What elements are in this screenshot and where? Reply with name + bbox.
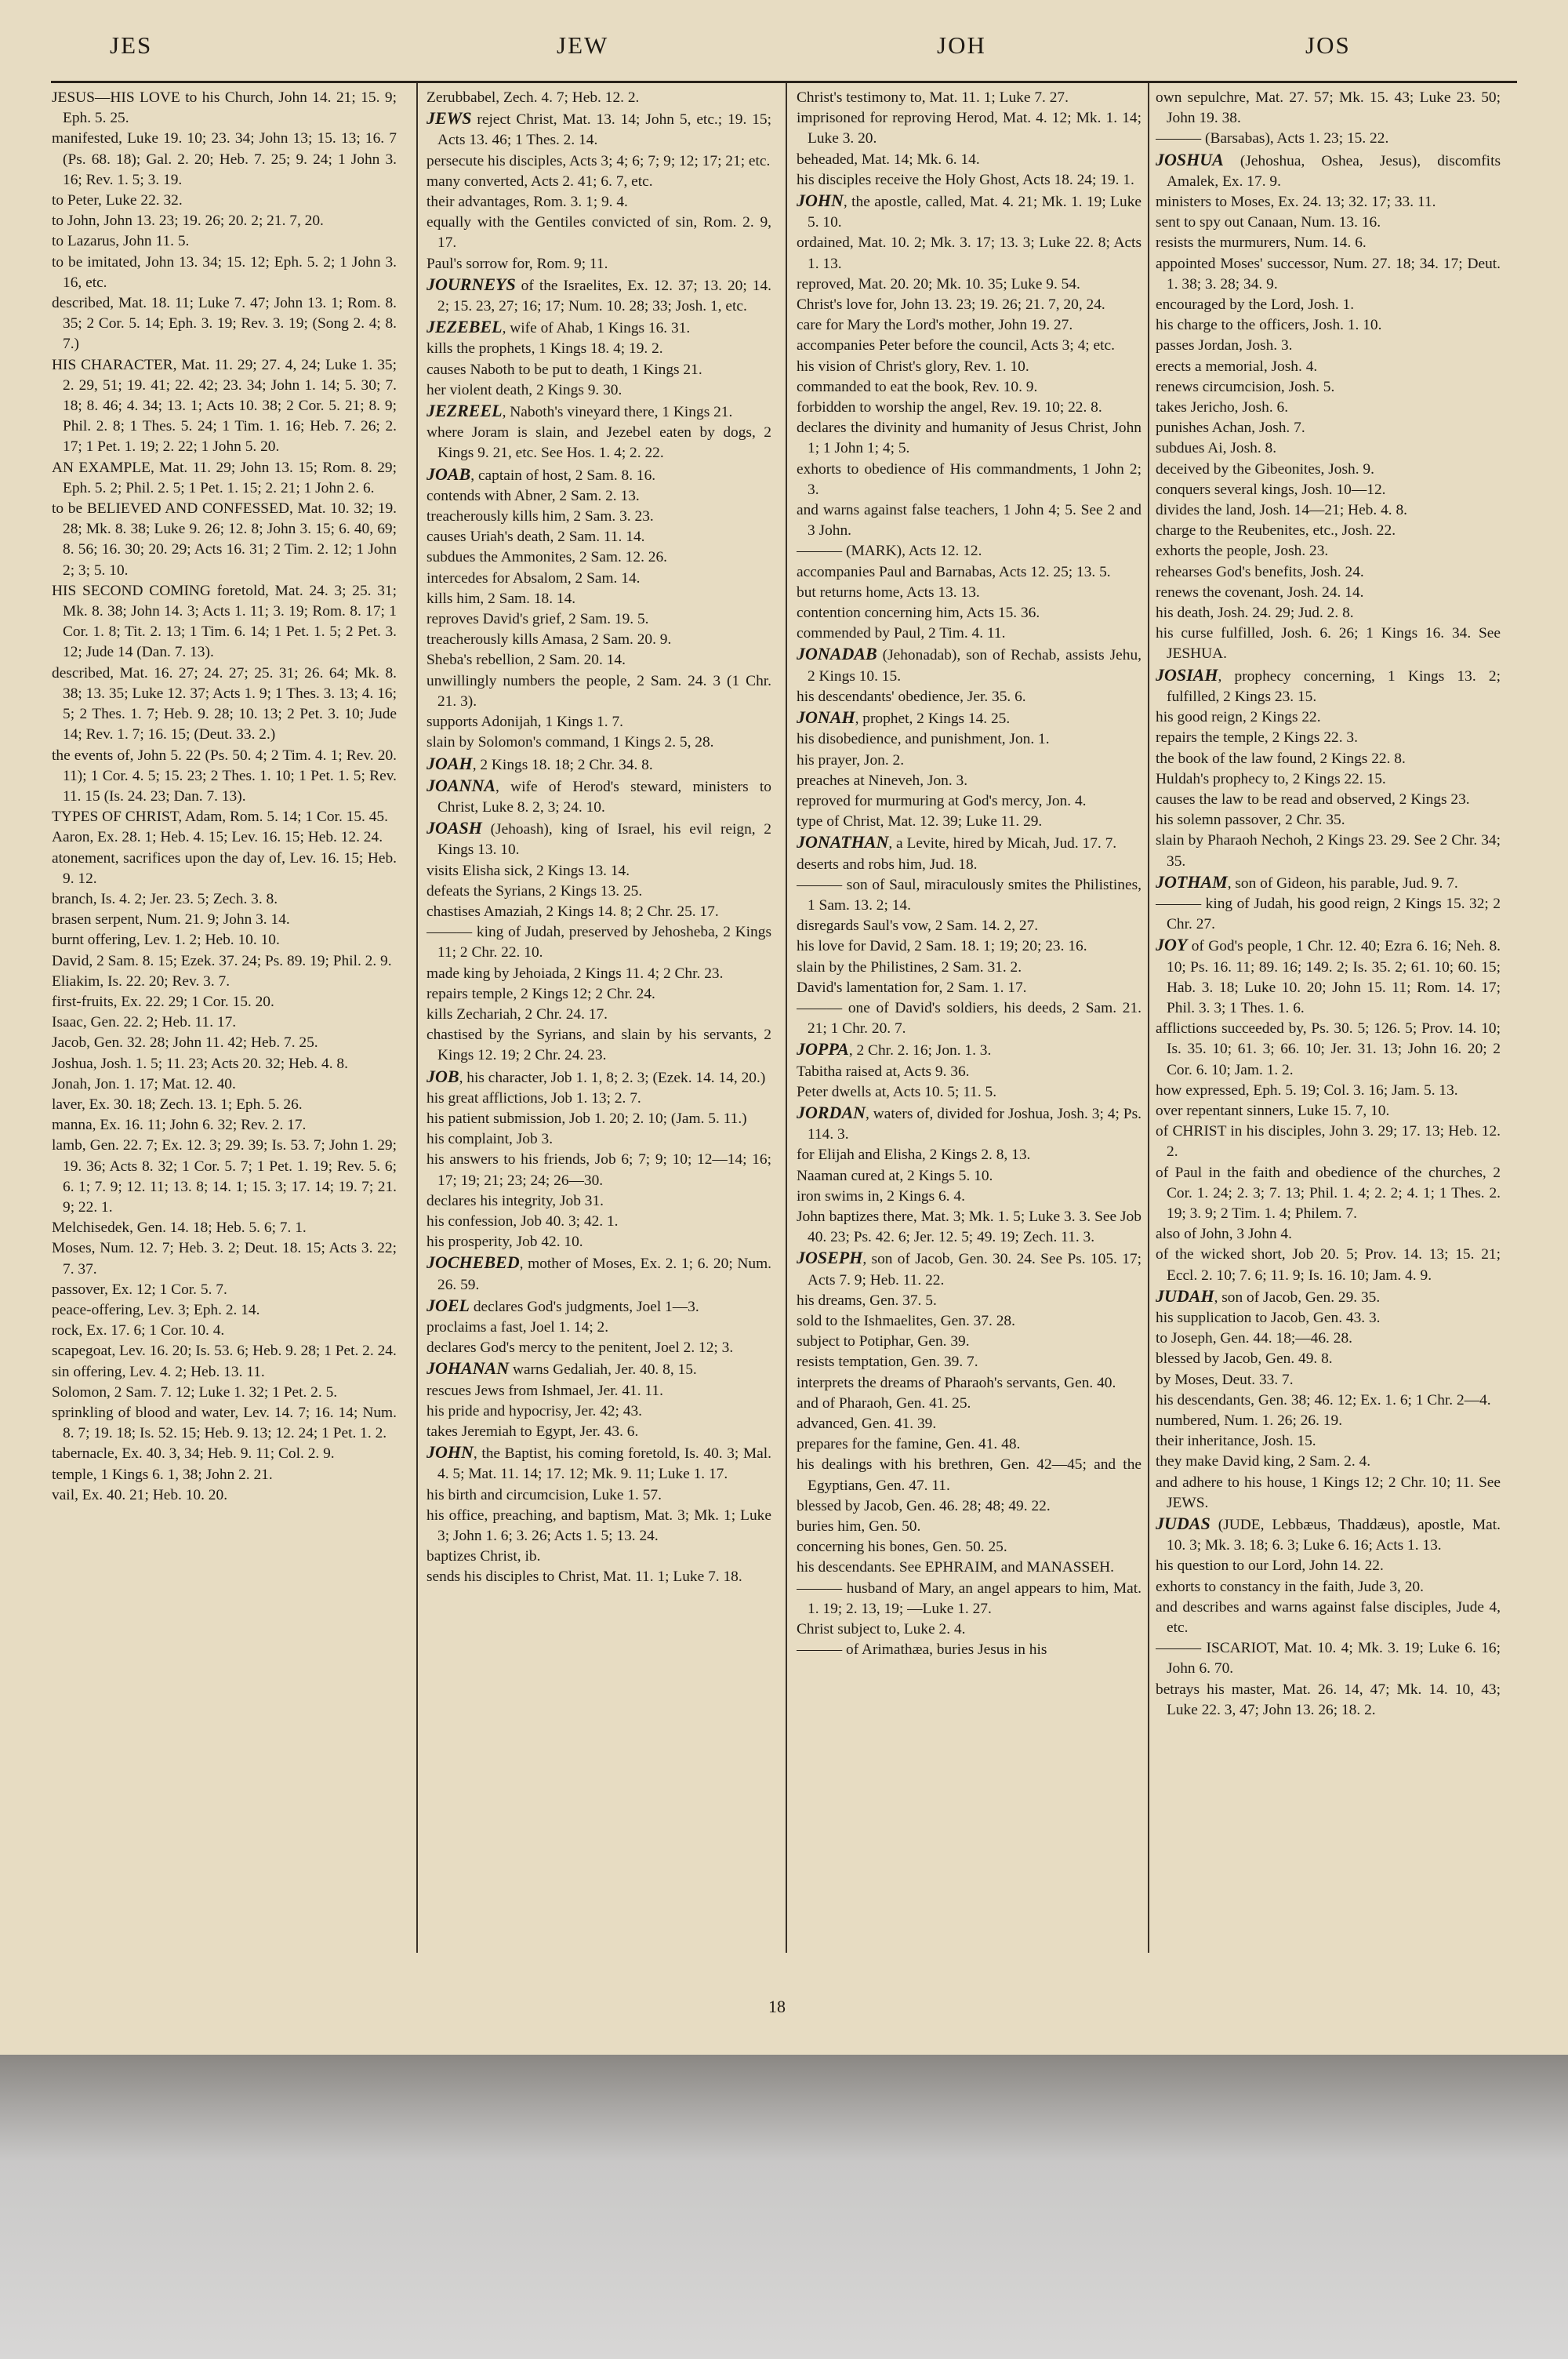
index-column-3	[797, 88, 1142, 1946]
index-entry: JONADAB (Jehonadab), son of Rechab, assists Jehu, 2 Kings 10. 15.	[797, 644, 1142, 685]
index-entry: reproved for murmuring at God's mercy, Jon. 4.	[797, 792, 1087, 809]
index-entry: chastised by the Syrians, and slain by his servants, 2 Kings 12. 19; 2 Chr. 24. 23.	[426, 1027, 771, 1064]
running-heads	[47, 31, 1521, 63]
index-entry: his vision of Christ's glory, Rev. 1. 10.	[797, 358, 1029, 375]
index-entry: rock, Ex. 17. 6; 1 Cor. 10. 4.	[52, 1322, 225, 1339]
index-entry: beheaded, Mat. 14; Mk. 6. 14.	[797, 151, 980, 168]
index-entry: subdues the Ammonites, 2 Sam. 12. 26.	[426, 549, 668, 566]
index-entry: to Joseph, Gen. 44. 18;—46. 28.	[1156, 1330, 1352, 1347]
index-entry: encouraged by the Lord, Josh. 1.	[1156, 296, 1355, 314]
headword: JOB	[426, 1066, 459, 1086]
running-head-4: JOS	[1305, 31, 1351, 59]
index-entry: JESUS—HIS LOVE to his Church, John 14. 21; 15. 9; Eph. 5. 25.	[52, 89, 397, 127]
index-entry: passover, Ex. 12; 1 Cor. 5. 7.	[52, 1281, 227, 1298]
index-entry: his great afflictions, Job 1. 13; 2. 7.	[426, 1089, 641, 1107]
headword: JOEL	[426, 1295, 470, 1315]
index-entry: slain by Pharaoh Nechoh, 2 Kings 23. 29. See 2 Chr. 34; 35.	[1156, 832, 1501, 870]
index-entry: type of Christ, Mat. 12. 39; Luke 11. 29.	[797, 813, 1043, 831]
index-entry: David, 2 Sam. 8. 15; Ezek. 37. 24; Ps. 89. 19; Phil. 2. 9.	[52, 952, 392, 969]
index-entry: kills him, 2 Sam. 18. 14.	[426, 590, 576, 607]
index-entry: JEZEBEL, wife of Ahab, 1 Kings 16. 31.	[426, 317, 691, 337]
headword: JOTHAM	[1156, 871, 1228, 892]
headword: JOSEPH	[797, 1248, 863, 1268]
index-entry: ——— son of Saul, miraculously smites the Philistines, 1 Sam. 13. 2; 14.	[797, 876, 1142, 914]
index-entry: JOHN, the apostle, called, Mat. 4. 21; Mk. 1. 19; Luke 5. 10.	[797, 191, 1142, 231]
index-entry: Aaron, Ex. 28. 1; Heb. 4. 15; Lev. 16. 15; Heb. 12. 24.	[52, 829, 383, 846]
index-entry: of CHRIST in his disciples, John 3. 29; 17. 13; Heb. 12. 2.	[1156, 1123, 1501, 1161]
index-entry: described, Mat. 16. 27; 24. 27; 25. 31; 26. 64; Mk. 8. 38; 13. 35; Luke 12. 37; Acts 1. 9; 1 Thes. 3. 13; 4. 16; 5; 2 Thes. 1. 7; Heb. 9. 28; 10. 13; 2 Pet. 3. 10; Jude 14; Rev. 1. 7; 16. 15; (Deut. 33. 2.)	[52, 664, 397, 743]
index-entry: ——— ISCARIOT, Mat. 10. 4; Mk. 3. 19; Luke 6. 16; John 6. 70.	[1156, 1640, 1501, 1677]
index-entry: erects a memorial, Josh. 4.	[1156, 358, 1318, 375]
index-entry: charge to the Reubenites, etc., Josh. 22.	[1156, 522, 1396, 540]
index-entry: numbered, Num. 1. 26; 26. 19.	[1156, 1412, 1343, 1429]
headword: JOSIAH	[1156, 664, 1218, 685]
index-entry: Joshua, Josh. 1. 5; 11. 23; Acts 20. 32; Heb. 4. 8.	[52, 1055, 348, 1072]
index-entry: they make David king, 2 Sam. 2. 4.	[1156, 1453, 1371, 1470]
index-entry: peace-offering, Lev. 3; Eph. 2. 14.	[52, 1301, 260, 1318]
index-entry: his birth and circumcision, Luke 1. 57.	[426, 1486, 662, 1503]
index-entry: unwillingly numbers the people, 2 Sam. 24. 3 (1 Chr. 21. 3).	[426, 672, 771, 710]
index-entry: the events of, John 5. 22 (Ps. 50. 4; 2 Tim. 4. 1; Rev. 20. 11); 1 Cor. 4. 5; 15. 23; 2 Thes. 1. 10; 1 Pet. 1. 5; Rev. 11. 15 (Is. 24. 23; Dan. 7. 13).	[52, 747, 397, 805]
index-entry: slain by Solomon's command, 1 Kings 2. 5, 28.	[426, 734, 714, 751]
index-entry: JOAB, captain of host, 2 Sam. 8. 16.	[426, 463, 656, 484]
index-entry: advanced, Gen. 41. 39.	[797, 1416, 937, 1432]
index-entry: over repentant sinners, Luke 15. 7, 10.	[1156, 1102, 1390, 1119]
headword: JOCHEBED	[426, 1252, 520, 1273]
index-entry: JOB, his character, Job 1. 1, 8; 2. 3; (Ezek. 14. 14, 20.)	[426, 1066, 766, 1086]
index-entry: accompanies Peter before the council, Acts 3; 4; etc.	[797, 337, 1115, 354]
index-entry: iron swims in, 2 Kings 6. 4.	[797, 1187, 965, 1205]
index-entry: his solemn passover, 2 Chr. 35.	[1156, 812, 1345, 829]
index-entry: but returns home, Acts 13. 13.	[797, 583, 980, 601]
index-entry: his dreams, Gen. 37. 5.	[797, 1292, 937, 1309]
index-entry: his curse fulfilled, Josh. 6. 26; 1 Kings 16. 34. See JESHUA.	[1156, 625, 1501, 663]
index-entry: John baptizes there, Mat. 3; Mk. 1. 5; Luke 3. 3. See Job 40. 23; Ps. 42. 6; Jer. 12. 5; 49. 19; Zech. 11. 3.	[797, 1208, 1142, 1246]
index-entry: betrays his master, Mat. 26. 14, 47; Mk. 14. 10, 43; Luke 22. 3, 47; John 13. 26; 18. 2.	[1156, 1681, 1501, 1718]
index-entry: intercedes for Absalom, 2 Sam. 14.	[426, 569, 641, 587]
index-entry: concerning his bones, Gen. 50. 25.	[797, 1539, 1007, 1556]
index-entry: temple, 1 Kings 6. 1, 38; John 2. 21.	[52, 1466, 273, 1483]
index-entry: renews circumcision, Josh. 5.	[1156, 378, 1335, 395]
index-entry: Christ subject to, Luke 2. 4.	[797, 1621, 966, 1638]
index-entry: care for Mary the Lord's mother, John 19. 27.	[797, 317, 1073, 334]
column-rule	[416, 83, 418, 1953]
headword: JORDAN	[797, 1102, 866, 1122]
index-entry: rehearses God's benefits, Josh. 24.	[1156, 563, 1364, 580]
index-entry: their advantages, Rom. 3. 1; 9. 4.	[426, 194, 628, 211]
index-entry: to be BELIEVED AND CONFESSED, Mat. 10. 32; 19. 28; Mk. 8. 38; Luke 9. 26; 12. 8; John 3. 15; 6. 40, 69; 8. 56; 16. 30; 20. 29; Acts 16. 31; 2 Tim. 2. 12; 1 John 2; 3; 5. 10.	[52, 500, 397, 579]
index-entry: reproved, Mat. 20. 20; Mk. 10. 35; Luke 9. 54.	[797, 275, 1080, 293]
index-entry: exhorts the people, Josh. 23.	[1156, 543, 1329, 560]
index-entry: many converted, Acts 2. 41; 6. 7, etc.	[426, 173, 653, 190]
index-entry: declares the divinity and humanity of Jesus Christ, John 1; 1 John 1; 4; 5.	[797, 420, 1142, 457]
index-entry: his question to our Lord, John 14. 22.	[1156, 1558, 1384, 1575]
index-entry: ——— of Arimathæa, buries Jesus in his	[797, 1641, 1047, 1659]
index-entry: the book of the law found, 2 Kings 22. 8.	[1156, 750, 1406, 767]
index-entry: his prayer, Jon. 2.	[797, 751, 905, 769]
index-entry: his good reign, 2 Kings 22.	[1156, 709, 1321, 726]
index-entry: ——— one of David's soldiers, his deeds, 2 Sam. 21. 21; 1 Chr. 20. 7.	[797, 999, 1142, 1038]
index-entry: treacherously kills him, 2 Sam. 3. 23.	[426, 508, 654, 525]
index-entry: Huldah's prophecy to, 2 Kings 22. 15.	[1156, 770, 1386, 787]
index-entry: his disciples receive the Holy Ghost, Acts 18. 24; 19. 1.	[797, 171, 1134, 188]
index-entry: sends his disciples to Christ, Mat. 11. 1; Luke 7. 18.	[426, 1568, 742, 1586]
index-entry: contends with Abner, 2 Sam. 2. 13.	[426, 487, 640, 504]
index-entry: JONAH, prophet, 2 Kings 14. 25.	[797, 707, 1011, 728]
headword: JEZREEL	[426, 401, 503, 421]
headword: JOPPA	[797, 1039, 849, 1060]
index-entry: prepares for the famine, Gen. 41. 48.	[797, 1436, 1021, 1453]
headword: JOHN	[426, 1442, 474, 1463]
index-entry: deceived by the Gibeonites, Josh. 9.	[1156, 460, 1374, 478]
index-entry: resists the murmurers, Num. 14. 6.	[1156, 234, 1367, 252]
index-entry: JOEL declares God's judgments, Joel 1—3.	[426, 1295, 699, 1315]
index-entry: of the wicked short, Job 20. 5; Prov. 14. 13; 15. 21; Eccl. 2. 10; 7. 6; 11. 9; Is. 16. 10; Jam. 4. 9.	[1156, 1246, 1501, 1284]
index-entry: sin offering, Lev. 4. 2; Heb. 13. 11.	[52, 1363, 265, 1380]
index-entry: his prosperity, Job 42. 10.	[426, 1234, 583, 1251]
index-entry: Naaman cured at, 2 Kings 5. 10.	[797, 1167, 993, 1184]
index-entry: his charge to the officers, Josh. 1. 10.	[1156, 317, 1382, 334]
index-entry: blessed by Jacob, Gen. 46. 28; 48; 49. 22.	[797, 1497, 1051, 1514]
index-entry: subject to Potiphar, Gen. 39.	[797, 1333, 970, 1350]
headword: JONATHAN	[797, 832, 889, 852]
index-entry: AN EXAMPLE, Mat. 11. 29; John 13. 15; Rom. 8. 29; Eph. 5. 2; Phil. 2. 5; 1 Pet. 1. 15; 2. 21; 1 John 2. 6.	[52, 459, 397, 496]
index-entry: chastises Amaziah, 2 Kings 14. 8; 2 Chr. 25. 17.	[426, 903, 719, 920]
index-entry: forbidden to worship the angel, Rev. 19. 10; 22. 8.	[797, 399, 1102, 416]
running-head-1: JES	[110, 31, 153, 59]
running-head-2: JEW	[557, 31, 609, 59]
index-entry: branch, Is. 4. 2; Jer. 23. 5; Zech. 3. 8.	[52, 890, 278, 907]
index-entry: interprets the dreams of Pharaoh's servants, Gen. 40.	[797, 1374, 1116, 1391]
index-entry: contention concerning him, Acts 15. 36.	[797, 605, 1040, 622]
index-entry: defeats the Syrians, 2 Kings 13. 25.	[426, 882, 643, 900]
index-entry: his death, Josh. 24. 29; Jud. 2. 8.	[1156, 605, 1354, 622]
headword: JONAH	[797, 707, 855, 728]
index-entry: sent to spy out Canaan, Num. 13. 16.	[1156, 214, 1381, 231]
index-column-4	[1156, 88, 1501, 1946]
index-column-1	[52, 88, 397, 1946]
headword: JOURNEYS	[426, 274, 516, 294]
headword: JOHN	[797, 191, 844, 211]
index-entry: Christ's love for, John 13. 23; 19. 26; 21. 7, 20, 24.	[797, 296, 1105, 314]
headword: JONADAB	[797, 644, 877, 664]
index-entry: ——— king of Judah, preserved by Jehosheba, 2 Kings 11; 2 Chr. 22. 10.	[426, 924, 771, 961]
headword: JOANNA	[426, 775, 496, 795]
index-entry: afflictions succeeded by, Ps. 30. 5; 126. 5; Prov. 14. 10; Is. 35. 10; 61. 3; 66. 10; Jer. 31. 13; John 16. 20; 2 Cor. 6. 10; Jam. 1. 2.	[1156, 1020, 1501, 1078]
index-entry: JORDAN, waters of, divided for Joshua, Josh. 3; 4; Ps. 114. 3.	[797, 1102, 1142, 1143]
index-entry: described, Mat. 18. 11; Luke 7. 47; John 13. 1; Rom. 8. 35; 2 Cor. 5. 14; Eph. 3. 19; Rev. 3. 19; (Song 2. 4; 8. 7.)	[52, 295, 397, 353]
index-entry: also of John, 3 John 4.	[1156, 1226, 1292, 1243]
index-entry: JOHN, the Baptist, his coming foretold, Is. 40. 3; Mal. 4. 5; Mat. 11. 14; 17. 12; Mk. 9. 11; Luke 1. 17.	[426, 1442, 771, 1483]
index-entry: his office, preaching, and baptism, Mat. 3; Mk. 1; Luke 3; John 1. 6; 3. 26; Acts 1. 5; 13. 24.	[426, 1507, 771, 1545]
index-entry: HIS SECOND COMING foretold, Mat. 24. 3; 25. 31; Mk. 8. 38; John 14. 3; Acts 1. 11; 3. 19; Rom. 8. 17; 1 Cor. 1. 8; Tit. 2. 13; 1 Tim. 6. 14; 1 Pet. 1. 5; 2 Pet. 3. 12; Jude 14 (Dan. 7. 13).	[52, 582, 397, 661]
index-entry: own sepulchre, Mat. 27. 57; Mk. 15. 43; Luke 23. 50; John 19. 38.	[1156, 89, 1501, 127]
index-entry: laver, Ex. 30. 18; Zech. 13. 1; Eph. 5. 26.	[52, 1096, 303, 1113]
headword: JOAH	[426, 753, 473, 773]
index-entry: deserts and robs him, Jud. 18.	[797, 856, 978, 873]
index-entry: and of Pharaoh, Gen. 41. 25.	[797, 1394, 971, 1412]
index-entry: exhorts to constancy in the faith, Jude 3, 20.	[1156, 1578, 1424, 1595]
index-entry: his confession, Job 40. 3; 42. 1.	[426, 1212, 619, 1230]
index-entry: his patient submission, Job 1. 20; 2. 10; (Jam. 5. 11.)	[426, 1110, 747, 1127]
running-head-3: JOH	[937, 31, 986, 59]
index-entry: JOURNEYS of the Israelites, Ex. 12. 37; 13. 20; 14. 2; 15. 23, 27; 16; 17; Num. 10. 28; 33; Josh. 1, etc.	[426, 274, 771, 315]
index-entry: and warns against false teachers, 1 John 4; 5. See 2 and 3 John.	[797, 502, 1142, 540]
headword: JEZEBEL	[426, 317, 503, 337]
index-entry: causes Naboth to be put to death, 1 Kings 21.	[426, 361, 702, 378]
index-entry: treacherously kills Amasa, 2 Sam. 20. 9.	[426, 631, 672, 649]
index-entry: divides the land, Josh. 14—21; Heb. 4. 8.	[1156, 502, 1407, 519]
index-entry: to John, John 13. 23; 19. 26; 20. 2; 21. 7, 20.	[52, 213, 324, 230]
index-entry: Peter dwells at, Acts 10. 5; 11. 5.	[797, 1083, 997, 1100]
index-entry: where Joram is slain, and Jezebel eaten by dogs, 2 Kings 9. 21, etc. See Hos. 1. 4; 2. 22.	[426, 424, 771, 462]
index-entry: lamb, Gen. 22. 7; Ex. 12. 3; 29. 39; Is. 53. 7; John 1. 29; 19. 36; Acts 8. 32; 1 Cor. 5. 7; 1 Pet. 1. 19; Rev. 5. 6; 6. 1; 7. 9; 12. 11; 13. 8; 14. 1; 15. 3; 17. 14; 19. 7; 21. 9; 22. 1.	[52, 1137, 397, 1216]
column-rule	[1148, 83, 1149, 1953]
index-entry: JUDAS (JUDE, Lebbæus, Thaddæus), apostle, Mat. 10. 3; Mk. 3. 18; 6. 3; Luke 6. 16; Acts 1. 13.	[1156, 1514, 1501, 1554]
index-entry: Solomon, 2 Sam. 7. 12; Luke 1. 32; 1 Pet. 2. 5.	[52, 1383, 338, 1401]
index-entry: JOSHUA (Jehoshua, Oshea, Jesus), discomfits Amalek, Ex. 17. 9.	[1156, 149, 1501, 190]
index-entry: his pride and hypocrisy, Jer. 42; 43.	[426, 1402, 643, 1419]
headword: JUDAS	[1156, 1514, 1210, 1534]
index-entry: tabernacle, Ex. 40. 3, 34; Heb. 9. 11; Col. 2. 9.	[52, 1445, 335, 1463]
index-entry: subdues Ai, Josh. 8.	[1156, 440, 1277, 457]
index-entry: sold to the Ishmaelites, Gen. 37. 28.	[797, 1312, 1015, 1329]
index-entry: JOSIAH, prophecy concerning, 1 Kings 13. 2; fulfilled, 2 Kings 23. 15.	[1156, 664, 1501, 705]
header-rule	[51, 81, 1517, 83]
headword: JOHANAN	[426, 1358, 510, 1379]
index-entry: JOCHEBED, mother of Moses, Ex. 2. 1; 6. 20; Num. 26. 59.	[426, 1252, 771, 1293]
index-entry: Jonah, Jon. 1. 17; Mat. 12. 40.	[52, 1075, 236, 1092]
headword: JOAB	[426, 463, 471, 484]
index-entry: JOSEPH, son of Jacob, Gen. 30. 24. See Ps. 105. 17; Acts 7. 9; Heb. 11. 22.	[797, 1248, 1142, 1289]
index-entry: JOASH (Jehoash), king of Israel, his evil reign, 2 Kings 13. 10.	[426, 818, 771, 859]
headword: JUDAH	[1156, 1285, 1214, 1306]
index-entry: JEWS reject Christ, Mat. 13. 14; John 5, etc.; 19. 15; Acts 13. 46; 1 Thes. 2. 14.	[426, 108, 771, 149]
index-entry: JEZREEL, Naboth's vineyard there, 1 Kings 21.	[426, 401, 733, 421]
index-entry: burnt offering, Lev. 1. 2; Heb. 10. 10.	[52, 932, 280, 949]
index-entry: and adhere to his house, 1 Kings 12; 2 Chr. 10; 11. See JEWS.	[1156, 1474, 1501, 1511]
index-entry: causes Uriah's death, 2 Sam. 11. 14.	[426, 529, 645, 546]
index-entry: resists temptation, Gen. 39. 7.	[797, 1354, 978, 1371]
index-entry: ——— (Barsabas), Acts 1. 23; 15. 22.	[1156, 130, 1389, 147]
index-entry: his answers to his friends, Job 6; 7; 9; 10; 12—14; 16; 17; 19; 21; 23; 24; 26—30.	[426, 1151, 771, 1189]
index-entry: first-fruits, Ex. 22. 29; 1 Cor. 15. 20.	[52, 993, 274, 1010]
index-entry: blessed by Jacob, Gen. 49. 8.	[1156, 1350, 1333, 1368]
index-entry: Paul's sorrow for, Rom. 9; 11.	[426, 255, 608, 272]
index-entry: kills the prophets, 1 Kings 18. 4; 19. 2.	[426, 340, 663, 358]
index-entry: his descendants. See EPHRAIM, and MANASSEH.	[797, 1559, 1115, 1576]
index-entry: disregards Saul's vow, 2 Sam. 14. 2, 27.	[797, 918, 1039, 935]
index-entry: commanded to eat the book, Rev. 10. 9.	[797, 378, 1038, 395]
index-entry: JOPPA, 2 Chr. 2. 16; Jon. 1. 3.	[797, 1039, 992, 1060]
index-entry: accompanies Paul and Barnabas, Acts 12. 25; 13. 5.	[797, 563, 1111, 580]
index-entry: Christ's testimony to, Mat. 11. 1; Luke 7. 27.	[797, 89, 1069, 106]
index-entry: her violent death, 2 Kings 9. 30.	[426, 381, 622, 398]
index-entry: his love for David, 2 Sam. 18. 1; 19; 20; 23. 16.	[797, 938, 1087, 955]
index-entry: JOY of God's people, 1 Chr. 12. 40; Ezra 6. 16; Neh. 8. 10; Ps. 16. 11; 89. 16; 149. 2; Is. 35. 2; 61. 10; 60. 15; Hab. 3. 18; Luke 10. 20; John 15. 11; Rom. 14. 17; Phil. 3. 3; 1 Thes. 1. 6.	[1156, 935, 1501, 1016]
index-entry: takes Jericho, Josh. 6.	[1156, 399, 1289, 416]
index-entry: and describes and warns against false disciples, Jude 4, etc.	[1156, 1598, 1501, 1637]
index-entry: Jacob, Gen. 32. 28; John 11. 42; Heb. 7. 25.	[52, 1034, 318, 1052]
index-entry: causes the law to be read and observed, 2 Kings 23.	[1156, 791, 1470, 808]
index-entry: persecute his disciples, Acts 3; 4; 6; 7; 9; 12; 17; 21; etc.	[426, 152, 771, 169]
index-entry: to be imitated, John 13. 34; 15. 12; Eph. 5. 2; 1 John 3. 16, etc.	[52, 253, 397, 291]
index-entry: ministers to Moses, Ex. 24. 13; 32. 17; 33. 11.	[1156, 194, 1436, 211]
index-entry: his dealings with his brethren, Gen. 42—45; and the Egyptians, Gen. 47. 11.	[797, 1456, 1142, 1494]
index-entry: Isaac, Gen. 22. 2; Heb. 11. 17.	[52, 1014, 237, 1031]
index-entry: manifested, Luke 19. 10; 23. 34; John 13; 15. 13; 16. 7 (Ps. 68. 18); Gal. 2. 20; Heb. 7. 25; 9. 24; 1 John 3. 16; Rev. 1. 5; 3. 19.	[52, 130, 397, 188]
index-entry: declares his integrity, Job 31.	[426, 1192, 604, 1209]
index-entry: sprinkling of blood and water, Lev. 14. 7; 16. 14; Num. 8. 7; 19. 18; Is. 52. 15; Heb. 9. 13; 12. 24; 1 Pet. 1. 2.	[52, 1405, 397, 1442]
index-entry: manna, Ex. 16. 11; John 6. 32; Rev. 2. 17.	[52, 1117, 307, 1134]
index-entry: repairs temple, 2 Kings 12; 2 Chr. 24.	[426, 985, 655, 1002]
index-entry: punishes Achan, Josh. 7.	[1156, 420, 1305, 437]
headword: JEWS	[426, 108, 472, 129]
scan-background	[0, 2055, 1568, 2359]
index-entry: how expressed, Eph. 5. 19; Col. 3. 16; Jam. 5. 13.	[1156, 1081, 1458, 1099]
index-entry: renews the covenant, Josh. 24. 14.	[1156, 583, 1364, 601]
index-entry: exhorts to obedience of His commandments, 1 John 2; 3.	[797, 460, 1142, 498]
index-entry: their inheritance, Josh. 15.	[1156, 1433, 1316, 1450]
index-entry: equally with the Gentiles convicted of sin, Rom. 2. 9, 17.	[426, 214, 771, 252]
index-entry: ——— (MARK), Acts 12. 12.	[797, 543, 982, 560]
index-entry: scapegoat, Lev. 16. 20; Is. 53. 6; Heb. 9. 28; 1 Pet. 2. 24.	[52, 1343, 397, 1360]
index-entry: slain by the Philistines, 2 Sam. 31. 2.	[797, 958, 1022, 976]
index-entry: his complaint, Job 3.	[426, 1131, 554, 1148]
index-entry: JOHANAN warns Gedaliah, Jer. 40. 8, 15.	[426, 1358, 697, 1379]
index-entry: his disobedience, and punishment, Jon. 1.	[797, 731, 1050, 748]
index-entry: appointed Moses' successor, Num. 27. 18; 34. 17; Deut. 1. 38; 3. 28; 34. 9.	[1156, 255, 1501, 293]
index-entry: atonement, sacrifices upon the day of, Lev. 16. 15; Heb. 9. 12.	[52, 849, 397, 887]
index-entry: by Moses, Deut. 33. 7.	[1156, 1371, 1294, 1388]
index-entry: of Paul in the faith and obedience of the churches, 2 Cor. 1. 24; 2. 3; 7. 13; Phil. 1. 4; 2. 2; 4. 1; 1 Thes. 2. 19; 3. 9; 2 Tim. 1. 4; Philem. 7.	[1156, 1164, 1501, 1222]
index-entry: baptizes Christ, ib.	[426, 1548, 541, 1565]
index-entry: supports Adonijah, 1 Kings 1. 7.	[426, 714, 624, 731]
index-entry: commended by Paul, 2 Tim. 4. 11.	[797, 625, 1006, 642]
index-entry: preaches at Nineveh, Jon. 3.	[797, 772, 968, 789]
index-entry: for Elijah and Elisha, 2 Kings 2. 8, 13.	[797, 1147, 1031, 1164]
index-entry: Sheba's rebellion, 2 Sam. 20. 14.	[426, 652, 626, 669]
index-entry: Zerubbabel, Zech. 4. 7; Heb. 12. 2.	[426, 89, 640, 106]
index-entry: JOAH, 2 Kings 18. 18; 2 Chr. 34. 8.	[426, 753, 653, 773]
index-entry: brasen serpent, Num. 21. 9; John 3. 14.	[52, 911, 290, 929]
index-entry: Moses, Num. 12. 7; Heb. 3. 2; Deut. 18. 15; Acts 3. 22; 7. 37.	[52, 1240, 397, 1278]
index-entry: TYPES OF CHRIST, Adam, Rom. 5. 14; 1 Cor. 15. 45.	[52, 809, 388, 826]
index-entry: repairs the temple, 2 Kings 22. 3.	[1156, 729, 1358, 747]
index-entry: vail, Ex. 40. 21; Heb. 10. 20.	[52, 1486, 228, 1503]
index-entry: David's lamentation for, 2 Sam. 1. 17.	[797, 979, 1027, 996]
index-entry: ——— king of Judah, his good reign, 2 Kings 15. 32; 2 Chr. 27.	[1156, 895, 1501, 933]
index-entry: his supplication to Jacob, Gen. 43. 3.	[1156, 1309, 1381, 1326]
index-entry: JUDAH, son of Jacob, Gen. 29. 35.	[1156, 1285, 1381, 1306]
index-entry: Melchisedek, Gen. 14. 18; Heb. 5. 6; 7. 1.	[52, 1219, 307, 1237]
index-entry: to Peter, Luke 22. 32.	[52, 192, 183, 209]
index-column-2	[426, 88, 771, 1946]
column-rule	[786, 83, 787, 1953]
page-number: 18	[768, 1997, 786, 2016]
index-entry: ——— husband of Mary, an angel appears to him, Mat. 1. 19; 2. 13, 19; —Luke 1. 27.	[797, 1579, 1142, 1617]
index-entry: Tabitha raised at, Acts 9. 36.	[797, 1063, 970, 1080]
index-entry: ordained, Mat. 10. 2; Mk. 3. 17; 13. 3; Luke 22. 8; Acts 1. 13.	[797, 234, 1142, 272]
index-entry: passes Jordan, Josh. 3.	[1156, 337, 1293, 354]
index-entry: imprisoned for reproving Herod, Mat. 4. 12; Mk. 1. 14; Luke 3. 20.	[797, 110, 1142, 147]
headword: JOY	[1156, 935, 1188, 955]
index-entry: Eliakim, Is. 22. 20; Rev. 3. 7.	[52, 972, 230, 990]
index-entry: proclaims a fast, Joel 1. 14; 2.	[426, 1318, 609, 1336]
index-entry: JOANNA, wife of Herod's steward, ministers to Christ, Luke 8. 2, 3; 24. 10.	[426, 775, 771, 816]
index-entry: his descendants, Gen. 38; 46. 12; Ex. 1. 6; 1 Chr. 2—4.	[1156, 1391, 1491, 1408]
index-entry: JOTHAM, son of Gideon, his parable, Jud. 9. 7.	[1156, 871, 1458, 892]
index-entry: HIS CHARACTER, Mat. 11. 29; 27. 4, 24; Luke 1. 35; 2. 29, 51; 19. 41; 22. 42; 23. 34; John 1. 14; 5. 30; 7. 18; 8. 46; 4. 34; 13. 1; Acts 10. 38; 2 Cor. 5. 21; 8. 9; Phil. 2. 8; 1 Thes. 5. 24; 1 Tim. 1. 16; Heb. 7. 26; 2. 17; 1 Pet. 1. 19; 2. 22; 1 John 5. 20.	[52, 356, 397, 456]
headword: JOASH	[426, 818, 482, 838]
headword: JOSHUA	[1156, 149, 1224, 169]
index-entry: made king by Jehoiada, 2 Kings 11. 4; 2 Chr. 23.	[426, 965, 724, 982]
index-entry: rescues Jews from Ishmael, Jer. 41. 11.	[426, 1382, 663, 1399]
index-entry: to Lazarus, John 11. 5.	[52, 233, 190, 250]
index-entry: declares God's mercy to the penitent, Joel 2. 12; 3.	[426, 1339, 734, 1357]
index-entry: takes Jeremiah to Egypt, Jer. 43. 6.	[426, 1423, 639, 1440]
index-entry: kills Zechariah, 2 Chr. 24. 17.	[426, 1005, 608, 1023]
index-entry: visits Elisha sick, 2 Kings 13. 14.	[426, 862, 630, 879]
index-entry: JONATHAN, a Levite, hired by Micah, Jud. 17. 7.	[797, 832, 1117, 852]
index-entry: reproves David's grief, 2 Sam. 19. 5.	[426, 611, 649, 628]
index-entry: buries him, Gen. 50.	[797, 1518, 921, 1536]
index-entry: his descendants' obedience, Jer. 35. 6.	[797, 688, 1026, 705]
index-entry: conquers several kings, Josh. 10—12.	[1156, 481, 1386, 498]
